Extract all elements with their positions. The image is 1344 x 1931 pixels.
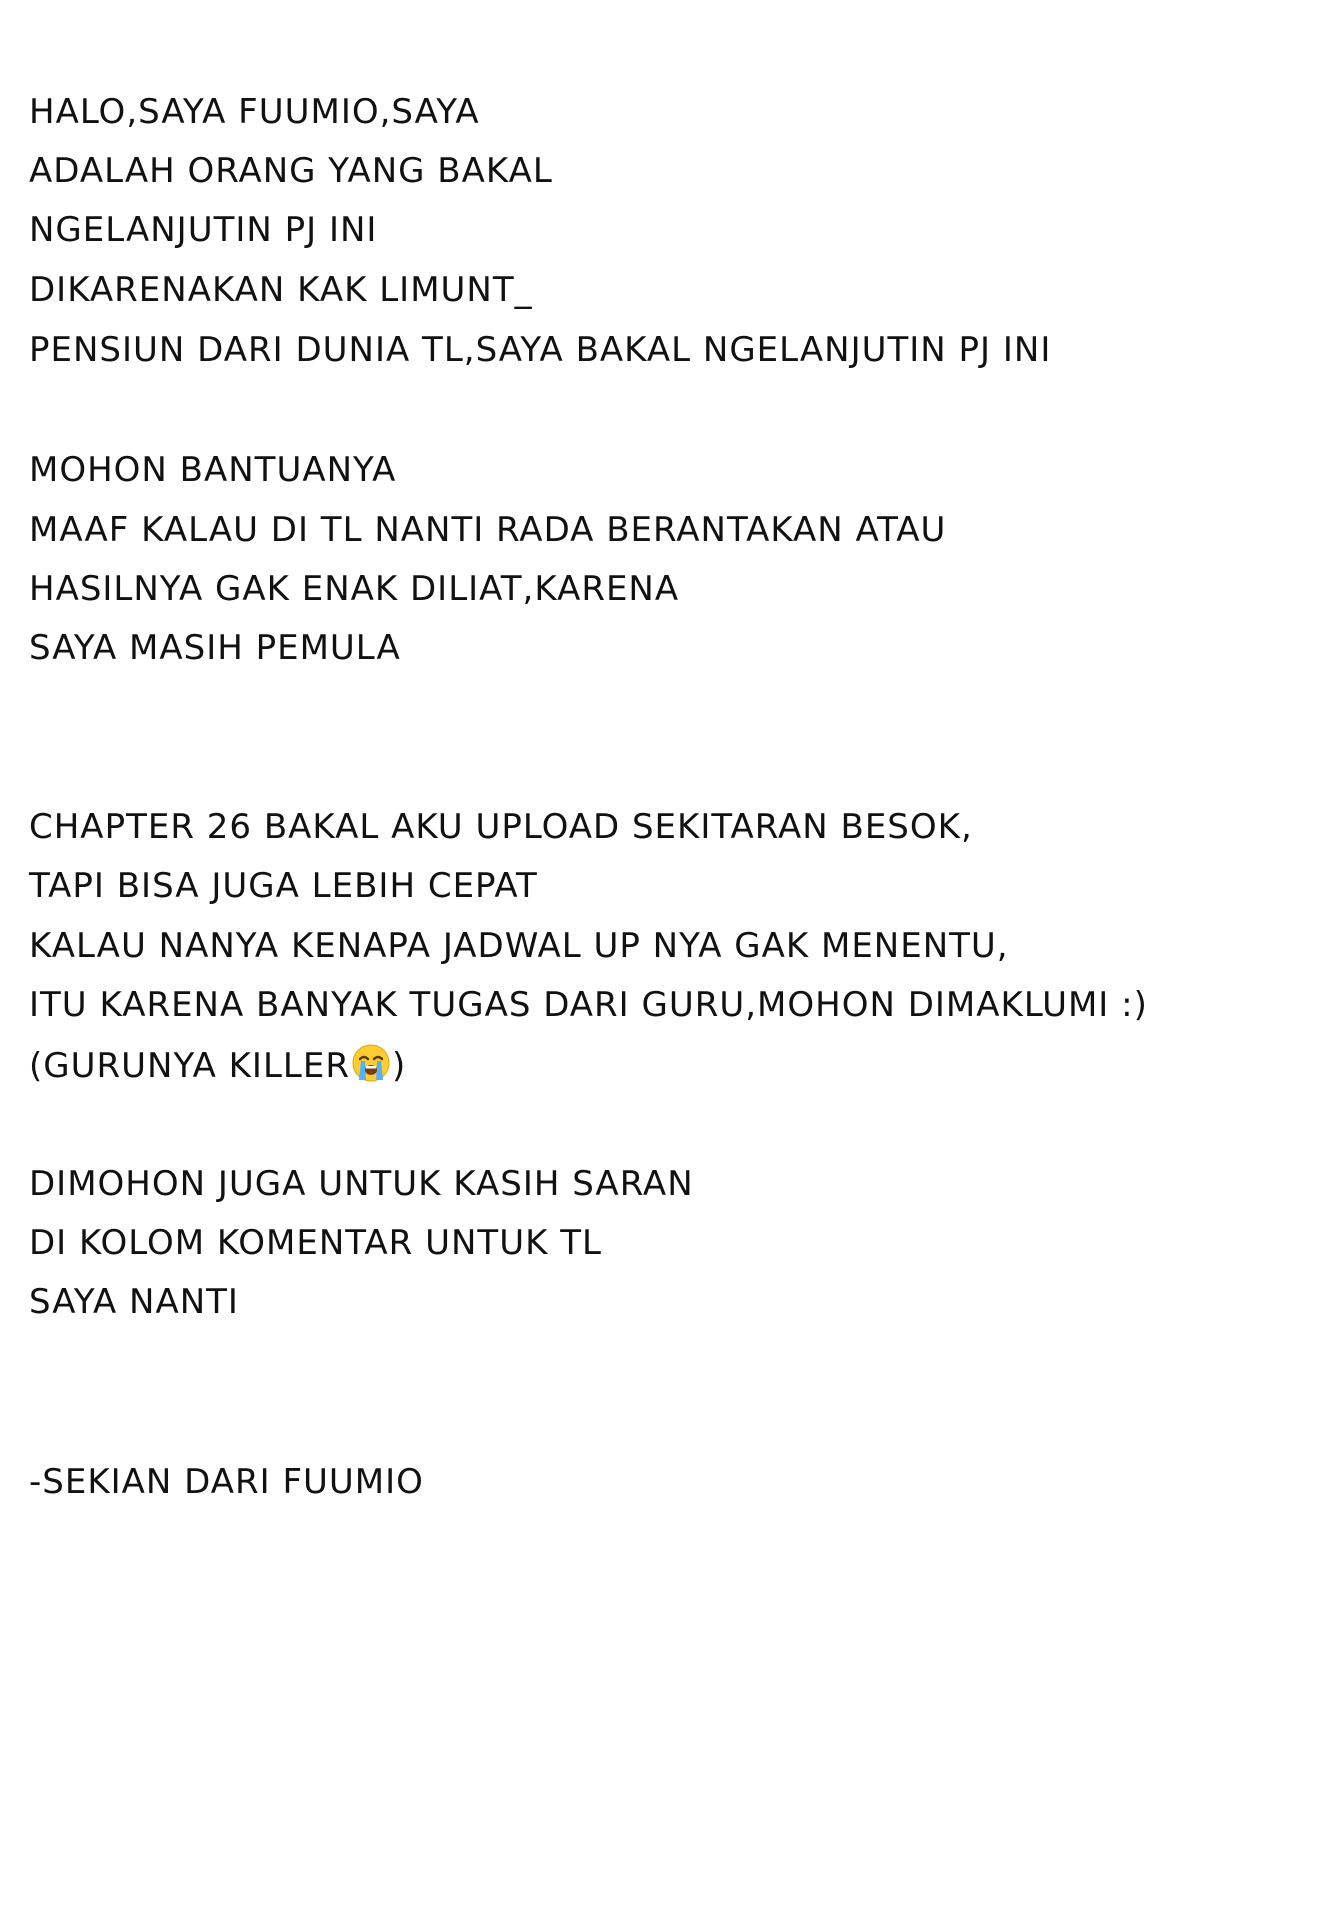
suggestion-line-3: SAYA NANTI	[29, 1282, 239, 1322]
schedule-line-3: KALAU NANYA KENAPA JADWAL UP NYA GAK MENENTU,	[29, 926, 1009, 966]
schedule-line-2: TAPI BISA JUGA LEBIH CEPAT	[29, 866, 538, 906]
intro-line-4: DIKARENAKAN KAK LIMUNT_	[29, 270, 533, 310]
signature: -SEKIAN DARI FUUMIO	[29, 1462, 424, 1502]
schedule-line-5-close: )	[391, 1046, 407, 1086]
request-line-3: HASILNYA GAK ENAK DILIAT,KARENA	[29, 569, 680, 609]
suggestion-line-1: DIMOHON JUGA UNTUK KASIH SARAN	[29, 1164, 694, 1204]
suggestion-line-2: DI KOLOM KOMENTAR UNTUK TL	[29, 1223, 602, 1263]
loudly-crying-face-icon	[351, 1043, 391, 1083]
schedule-line-1: CHAPTER 26 BAKAL AKU UPLOAD SEKITARAN BESOK,	[29, 807, 973, 847]
request-line-4: SAYA MASIH PEMULA	[29, 628, 401, 668]
intro-line-2: ADALAH ORANG YANG BAKAL	[29, 151, 553, 191]
request-line-2: MAAF KALAU DI TL NANTI RADA BERANTAKAN ATAU	[29, 510, 947, 550]
schedule-line-5	[29, 1043, 406, 1088]
schedule-line-4: ITU KARENA BANYAK TUGAS DARI GURU,MOHON DIMAKLUMI :)	[29, 985, 1148, 1025]
intro-line-1: HALO,SAYA FUUMIO,SAYA	[29, 92, 480, 132]
intro-line-3: NGELANJUTIN PJ INI	[29, 210, 378, 250]
schedule-line-5-text: (GURUNYA KILLER	[29, 1046, 350, 1086]
intro-line-5: PENSIUN DARI DUNIA TL,SAYA BAKAL NGELANJUTIN PJ INI	[29, 330, 1052, 370]
request-line-1: MOHON BANTUANYA	[29, 450, 397, 490]
